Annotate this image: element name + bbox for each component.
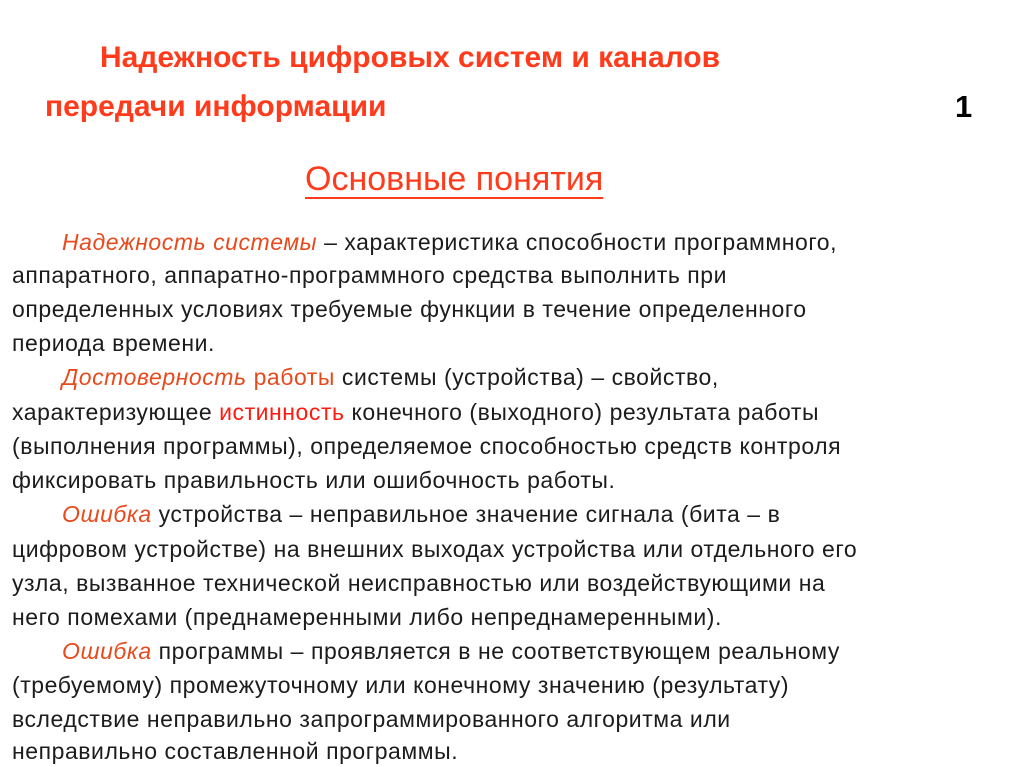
paragraph-4-line-3: вследствие неправильно запрограммированного алгоритма или xyxy=(12,706,731,732)
paragraph-2-line-4: фиксировать правильность или ошибочность работы. xyxy=(12,467,616,493)
paragraph-1-line-3: определенных условиях требуемые функции в течение определенного xyxy=(12,296,807,322)
paragraph-3-line-3: узла, вызванное технической неисправностью или воздействующими на xyxy=(12,570,826,596)
definition-term: Достоверность xyxy=(62,364,247,390)
definition-text: характеризующее xyxy=(12,399,220,425)
definition-term: Ошибка xyxy=(62,501,152,527)
slide-title-line-2: передачи информации xyxy=(45,90,387,123)
highlighted-word: истинность xyxy=(219,399,345,425)
slide-title-line-1: Надежность цифровых систем и каналов xyxy=(100,41,721,74)
definition-term: Ошибка xyxy=(62,638,152,664)
definition-term: Надежность системы xyxy=(62,229,318,255)
definition-text: – характеристика способности программного, xyxy=(317,229,838,255)
slide-number: 1 xyxy=(955,89,973,124)
paragraph-3-line-1 xyxy=(62,499,780,529)
definition-term-suffix: работы xyxy=(246,364,335,390)
slide-subtitle: Основные понятия xyxy=(305,160,604,198)
paragraph-1-line-2: аппаратного, аппаратно-программного средства выполнить при xyxy=(12,262,728,288)
paragraph-4-line-2: (требуемому) промежуточному или конечному значению (результату) xyxy=(12,672,790,698)
definition-text: системы (устройства) – свойство, xyxy=(334,364,719,390)
paragraph-3-line-4: него помехами (преднамеренными либо непреднамеренными). xyxy=(12,604,722,630)
paragraph-3-line-2: цифровом устройстве) на внешних выходах устройства или отдельного его xyxy=(12,536,858,562)
paragraph-4-line-1 xyxy=(62,636,840,666)
paragraph-2-line-2 xyxy=(12,397,819,427)
definition-text: устройства – неправильное значение сигнала (бита – в xyxy=(151,501,781,527)
paragraph-2-line-3: (выполнения программы), определяемое способностью средств контроля xyxy=(12,433,842,459)
paragraph-1-line-4: периода времени. xyxy=(12,330,215,356)
paragraph-4-line-4: неправильно составленной программы. xyxy=(12,738,459,764)
paragraph-1-line-1 xyxy=(62,227,837,257)
definition-text: конечного (выходного) результата работы xyxy=(344,399,820,425)
definition-text: программы – проявляется в не соответствующем реальному xyxy=(151,638,840,664)
paragraph-2-line-1 xyxy=(62,362,719,392)
